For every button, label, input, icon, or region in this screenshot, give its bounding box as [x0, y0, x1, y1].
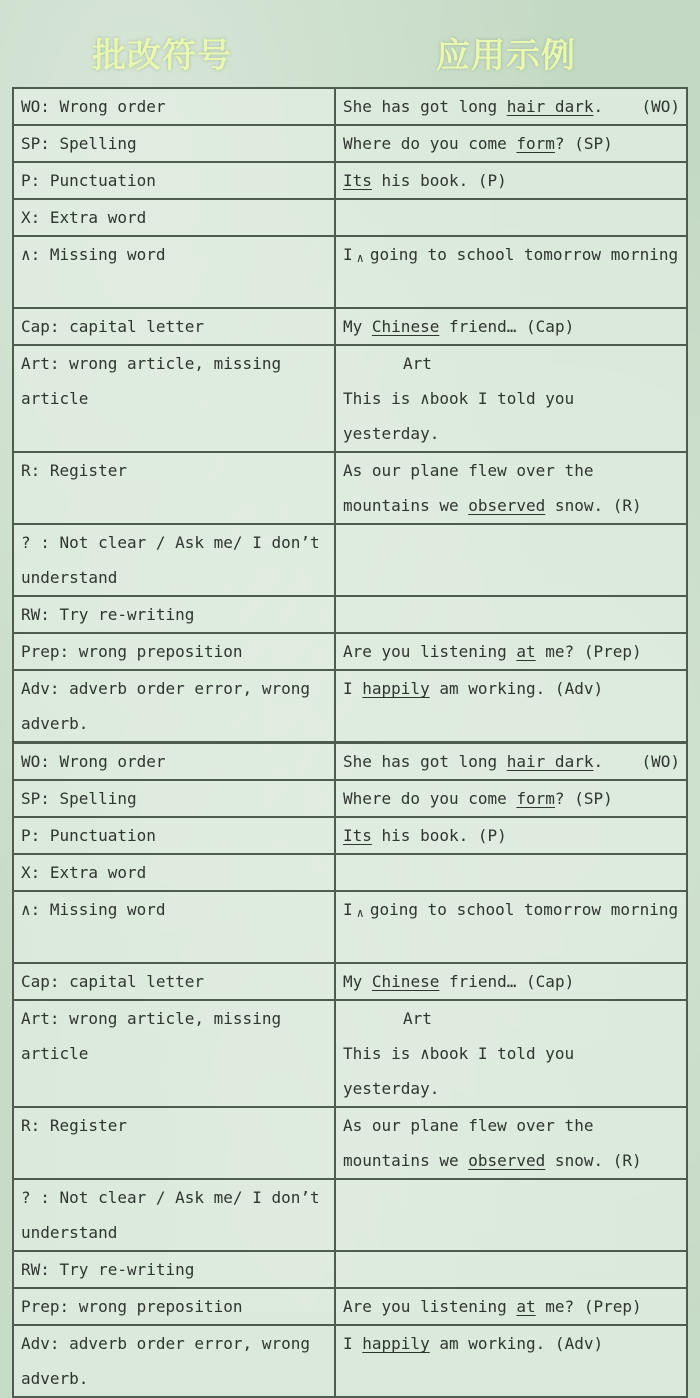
- symbol-cell: [13, 743, 335, 781]
- example-cell: [335, 199, 687, 236]
- example-error-underlined: form: [516, 134, 555, 153]
- symbol-cell: [13, 633, 335, 670]
- symbol-cell: [13, 236, 335, 308]
- symbol-text: ? : Not clear / Ask me/ I don’t understand: [21, 1188, 320, 1242]
- example-error-underlined: Its: [343, 171, 372, 190]
- table-row: [13, 633, 687, 670]
- symbol-cell: [13, 963, 335, 1000]
- table-row: [13, 236, 687, 308]
- example-error-underlined: at: [516, 1297, 536, 1316]
- example-text: She has got long: [343, 97, 507, 116]
- table-row: [13, 524, 687, 596]
- symbol-cell: [13, 1251, 335, 1288]
- symbol-text: ∧: Missing word: [21, 900, 166, 919]
- symbol-text: P: Punctuation: [21, 171, 156, 190]
- symbol-text: Cap: capital letter: [21, 972, 205, 991]
- symbol-text: Prep: wrong preposition: [21, 1297, 243, 1316]
- table-row: [13, 817, 687, 854]
- symbol-cell: [13, 452, 335, 524]
- example-cell: [335, 1251, 687, 1288]
- symbol-text: Prep: wrong preposition: [21, 642, 243, 661]
- symbol-text: WO: Wrong order: [21, 97, 166, 116]
- symbol-cell: [13, 1179, 335, 1251]
- example-text: me? (Prep): [535, 642, 642, 661]
- table-header: [0, 0, 700, 84]
- example-text: ? (SP): [554, 789, 613, 808]
- symbol-text: RW: Try re-writing: [21, 1260, 195, 1279]
- example-error-underlined: Chinese: [371, 317, 440, 336]
- example-text: Where do you come: [343, 789, 517, 808]
- symbol-text: Art: wrong article, missing article: [21, 354, 282, 408]
- example-text: I: [343, 1334, 363, 1353]
- example-cell: [335, 633, 687, 670]
- table-row: [13, 88, 687, 125]
- example-text: friend… (Cap): [439, 317, 575, 336]
- symbol-cell: [13, 345, 335, 452]
- example-text: Are you listening: [343, 1297, 517, 1316]
- example-error-underlined: form: [516, 789, 555, 808]
- table-row: [13, 345, 687, 452]
- example-text: My: [343, 972, 372, 991]
- symbol-text: SP: Spelling: [21, 789, 137, 808]
- symbol-text: X: Extra word: [21, 208, 147, 227]
- symbol-text: Art: wrong article, missing article: [21, 1009, 282, 1063]
- example-cell: [335, 308, 687, 345]
- example-cell: [335, 817, 687, 854]
- example-text: me? (Prep): [535, 1297, 642, 1316]
- symbol-cell: [13, 780, 335, 817]
- table-row: [13, 963, 687, 1000]
- example-text: snow. (R): [545, 496, 642, 515]
- insertion-caret-icon: ∧: [356, 906, 364, 920]
- header-usage-examples: 应用示例: [436, 36, 576, 76]
- example-text: .: [593, 97, 604, 116]
- header-correction-symbols: 批改符号: [92, 36, 232, 76]
- table-row: [13, 1251, 687, 1288]
- symbol-text: Cap: capital letter: [21, 317, 205, 336]
- example-error-underlined: observed: [468, 496, 546, 515]
- example-mark-above: Art: [403, 1009, 432, 1028]
- example-text: As our plane flew over the mountains we: [343, 461, 594, 515]
- example-error-underlined: hair dark: [506, 752, 594, 771]
- correction-symbol-table: [12, 87, 688, 1398]
- example-cell: [335, 670, 687, 743]
- symbol-cell: [13, 1325, 335, 1397]
- example-cell: [335, 1107, 687, 1179]
- table-row: [13, 596, 687, 633]
- example-text: I: [343, 245, 353, 264]
- example-error-underlined: happily: [362, 679, 430, 698]
- example-error-underlined: Its: [343, 826, 372, 845]
- symbol-text: Adv: adverb order error, wrong adverb.: [21, 679, 310, 733]
- symbol-cell: [13, 125, 335, 162]
- symbol-cell: [13, 1000, 335, 1107]
- symbol-cell: [13, 596, 335, 633]
- table-row: [13, 670, 687, 743]
- example-cell: [335, 963, 687, 1000]
- example-cell: [335, 452, 687, 524]
- example-cell: [335, 88, 687, 125]
- example-text: going to school tomorrow morning: [369, 245, 679, 264]
- table-row: [13, 780, 687, 817]
- symbol-cell: [13, 817, 335, 854]
- symbol-cell: [13, 308, 335, 345]
- symbol-text: ? : Not clear / Ask me/ I don’t understand: [21, 533, 320, 587]
- table-row: [13, 1325, 687, 1397]
- example-text: am working. (Adv): [429, 679, 604, 698]
- symbol-cell: [13, 199, 335, 236]
- example-error-underlined: happily: [362, 1334, 430, 1353]
- example-text: Where do you come: [343, 134, 517, 153]
- example-text: his book. (P): [371, 826, 507, 845]
- symbol-text: SP: Spelling: [21, 134, 137, 153]
- table-row: [13, 1000, 687, 1107]
- symbol-cell: [13, 1107, 335, 1179]
- symbol-text: Adv: adverb order error, wrong adverb.: [21, 1334, 310, 1388]
- table-row: [13, 125, 687, 162]
- example-text: am working. (Adv): [429, 1334, 604, 1353]
- example-text: his book. (P): [371, 171, 507, 190]
- table-row: [13, 891, 687, 963]
- symbol-text: WO: Wrong order: [21, 752, 166, 771]
- table-row: [13, 743, 687, 781]
- example-error-underlined: observed: [468, 1151, 546, 1170]
- example-cell: [335, 743, 687, 781]
- example-text: I: [343, 679, 363, 698]
- example-cell: [335, 236, 687, 308]
- example-cell: [335, 891, 687, 963]
- symbol-cell: [13, 891, 335, 963]
- table-row: [13, 162, 687, 199]
- example-text: ? (SP): [554, 134, 613, 153]
- example-text: friend… (Cap): [439, 972, 575, 991]
- example-error-underlined: Chinese: [371, 972, 440, 991]
- example-cell: [335, 524, 687, 596]
- example-cell: [335, 596, 687, 633]
- table-row: [13, 199, 687, 236]
- example-text: I: [343, 900, 353, 919]
- symbol-cell: [13, 670, 335, 743]
- example-cell: [335, 1000, 687, 1107]
- example-cell: [335, 1288, 687, 1325]
- table-row: [13, 308, 687, 345]
- example-text: My: [343, 317, 372, 336]
- symbol-text: ∧: Missing word: [21, 245, 166, 264]
- example-tag: (WO): [641, 97, 680, 116]
- example-text: This is ∧book I told you yesterday.: [343, 389, 575, 443]
- example-cell: [335, 1179, 687, 1251]
- table-row: [13, 452, 687, 524]
- example-text: She has got long: [343, 752, 507, 771]
- example-error-underlined: hair dark: [506, 97, 594, 116]
- symbol-text: R: Register: [21, 461, 127, 480]
- example-cell: [335, 1325, 687, 1397]
- example-text: .: [593, 752, 604, 771]
- table-row: [13, 1107, 687, 1179]
- example-text: As our plane flew over the mountains we: [343, 1116, 594, 1170]
- symbol-text: X: Extra word: [21, 863, 147, 882]
- example-cell: [335, 125, 687, 162]
- symbol-text: R: Register: [21, 1116, 127, 1135]
- insertion-caret-icon: ∧: [356, 251, 364, 265]
- symbol-cell: [13, 524, 335, 596]
- symbol-text: P: Punctuation: [21, 826, 156, 845]
- example-text: This is ∧book I told you yesterday.: [343, 1044, 575, 1098]
- example-text: Are you listening: [343, 642, 517, 661]
- example-text: snow. (R): [545, 1151, 642, 1170]
- example-error-underlined: at: [516, 642, 536, 661]
- example-cell: [335, 345, 687, 452]
- symbol-cell: [13, 854, 335, 891]
- example-cell: [335, 780, 687, 817]
- example-tag: (WO): [641, 752, 680, 771]
- example-cell: [335, 162, 687, 199]
- example-mark-above: Art: [403, 354, 432, 373]
- symbol-text: RW: Try re-writing: [21, 605, 195, 624]
- example-cell: [335, 854, 687, 891]
- symbol-cell: [13, 88, 335, 125]
- example-text: going to school tomorrow morning: [369, 900, 679, 919]
- table-row: [13, 854, 687, 891]
- symbol-cell: [13, 162, 335, 199]
- table-row: [13, 1179, 687, 1251]
- table-row: [13, 1288, 687, 1325]
- symbol-cell: [13, 1288, 335, 1325]
